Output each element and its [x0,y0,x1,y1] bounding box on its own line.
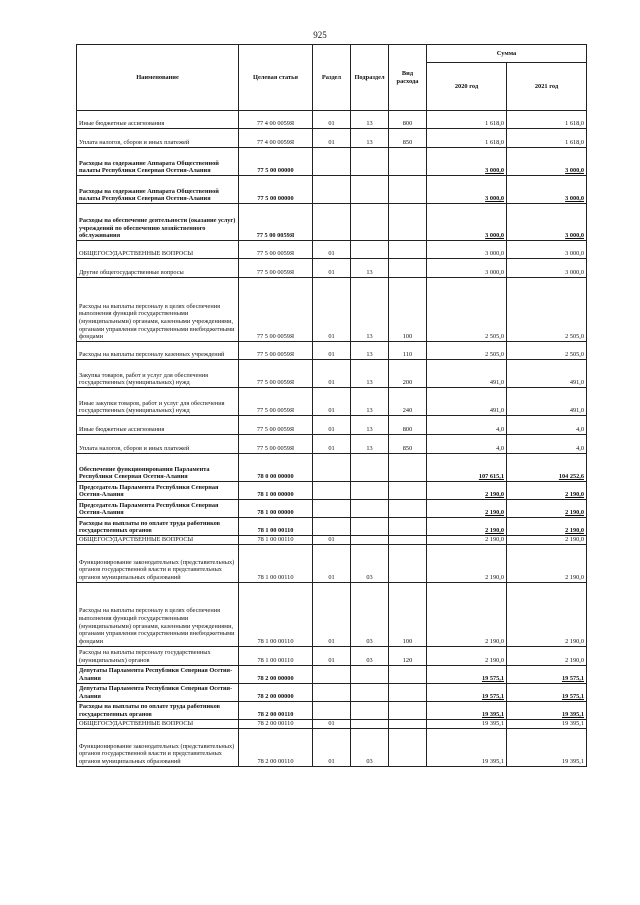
row-section [313,148,351,176]
row-amount-2020: 3 000,0 [427,259,507,278]
row-amount-2021: 2 190,0 [507,646,587,665]
row-expense-type [389,719,427,728]
row-name: Функционирование законодательных (представительных) органов государственной власти и представительных органов муниципальных образований [77,544,239,582]
row-amount-2020: 2 190,0 [427,582,507,646]
row-section: 01 [313,241,351,259]
row-name: ОБЩЕГОСУДАРСТВЕННЫЕ ВОПРОСЫ [77,536,239,545]
row-name: Уплата налогов, сборов и иных платежей [77,435,239,454]
row-section: 01 [313,719,351,728]
row-expense-type: 800 [389,111,427,129]
row-subsection [351,665,389,683]
row-subsection: 13 [351,129,389,148]
row-amount-2020: 2 190,0 [427,500,507,518]
row-target: 77 5 00 0059Я [239,388,313,416]
table-row [77,416,587,435]
table-row [77,176,587,204]
row-expense-type: 240 [389,388,427,416]
row-target: 78 2 00 00110 [239,719,313,728]
row-expense-type [389,259,427,278]
row-amount-2021: 4,0 [507,435,587,454]
row-expense-type [389,241,427,259]
row-target: 78 1 00 00110 [239,646,313,665]
col-header-section: Раздел [313,45,351,111]
row-amount-2021: 1 618,0 [507,111,587,129]
row-target: 78 2 00 00000 [239,665,313,683]
row-name: Расходы на выплаты персоналу казенных учреждений [77,342,239,360]
row-subsection [351,683,389,701]
row-expense-type [389,665,427,683]
row-amount-2020: 19 395,1 [427,701,507,719]
row-section: 01 [313,536,351,545]
col-header-expense-type: Вид расхода [389,45,427,111]
table-row [77,482,587,500]
row-subsection: 03 [351,544,389,582]
row-section [313,176,351,204]
row-subsection: 13 [351,388,389,416]
row-expense-type [389,176,427,204]
row-target: 77 5 00 0059Я [239,435,313,454]
row-subsection: 13 [351,435,389,454]
row-amount-2021: 2 190,0 [507,544,587,582]
row-name: Депутаты Парламента Республики Северная Осетия-Алания [77,665,239,683]
table-row [77,701,587,719]
table-row [77,435,587,454]
row-target: 78 1 00 00000 [239,500,313,518]
row-name: Функционирование законодательных (представительных) органов государственной власти и представительных органов муниципальных образований [77,728,239,766]
row-expense-type [389,518,427,536]
row-name: Иные бюджетные ассигнования [77,111,239,129]
row-section: 01 [313,342,351,360]
row-amount-2020: 2 505,0 [427,278,507,342]
row-subsection [351,176,389,204]
table-row [77,582,587,646]
table-row [77,360,587,388]
row-subsection [351,148,389,176]
row-subsection [351,454,389,482]
row-subsection [351,500,389,518]
table-row [77,241,587,259]
row-amount-2021: 3 000,0 [507,259,587,278]
row-amount-2020: 19 575,1 [427,683,507,701]
row-expense-type [389,683,427,701]
row-amount-2021: 491,0 [507,360,587,388]
row-section: 01 [313,111,351,129]
row-target: 78 0 00 00000 [239,454,313,482]
col-header-year-2020: 2020 год [427,63,507,111]
row-section: 01 [313,544,351,582]
table-row [77,518,587,536]
row-amount-2021: 19 395,1 [507,728,587,766]
row-target: 78 1 00 00000 [239,482,313,500]
row-subsection: 03 [351,728,389,766]
page-number: 925 [313,30,327,40]
row-name: Расходы на содержание Аппарата Общественной палаты Республики Северная Осетия-Алания [77,148,239,176]
row-amount-2020: 3 000,0 [427,148,507,176]
row-section: 01 [313,360,351,388]
row-name: Расходы на выплаты по оплате труда работников государственных органов [77,701,239,719]
row-amount-2021: 19 395,1 [507,719,587,728]
row-subsection [351,204,389,241]
row-expense-type: 850 [389,435,427,454]
table-row [77,129,587,148]
col-header-subsection: Подраздел [351,45,389,111]
row-name: Другие общегосударственные вопросы [77,259,239,278]
row-target: 77 5 00 0059Я [239,416,313,435]
row-expense-type [389,536,427,545]
row-amount-2020: 19 395,1 [427,719,507,728]
row-amount-2021: 1 618,0 [507,129,587,148]
row-amount-2020: 19 575,1 [427,665,507,683]
row-subsection: 13 [351,111,389,129]
row-section: 01 [313,582,351,646]
row-section [313,683,351,701]
row-amount-2020: 2 190,0 [427,536,507,545]
row-expense-type [389,701,427,719]
row-subsection [351,518,389,536]
row-subsection: 13 [351,342,389,360]
row-amount-2020: 2 505,0 [427,342,507,360]
row-amount-2020: 2 190,0 [427,544,507,582]
row-target: 77 5 00 0059Я [239,204,313,241]
row-amount-2021: 19 575,1 [507,665,587,683]
row-amount-2020: 491,0 [427,388,507,416]
row-name: Уплата налогов, сборов и иных платежей [77,129,239,148]
row-amount-2021: 3 000,0 [507,176,587,204]
row-name: Расходы на обеспечение деятельности (оказание услуг) учреждений по обеспечению хозяйственного обслуживания [77,204,239,241]
row-amount-2020: 1 618,0 [427,111,507,129]
row-amount-2021: 2 190,0 [507,536,587,545]
row-section: 01 [313,416,351,435]
row-amount-2021: 2 505,0 [507,278,587,342]
row-name: Расходы на выплаты персоналу в целях обеспечения выполнения функций государственными (муниципальными) органами, казенными учреждениями, органами управления государственными внебюджетными фондами [77,582,239,646]
row-name: ОБЩЕГОСУДАРСТВЕННЫЕ ВОПРОСЫ [77,241,239,259]
row-name: Иные бюджетные ассигнования [77,416,239,435]
row-amount-2020: 2 190,0 [427,518,507,536]
col-header-sum: Сумма [427,45,587,63]
row-name: Иные закупки товаров, работ и услуг для обеспечения государственных (муниципальных) нужд [77,388,239,416]
row-amount-2021: 19 575,1 [507,683,587,701]
row-expense-type: 800 [389,416,427,435]
row-subsection [351,241,389,259]
row-subsection [351,536,389,545]
row-target: 78 1 00 00110 [239,544,313,582]
row-expense-type: 200 [389,360,427,388]
row-target: 77 5 00 0059Я [239,241,313,259]
row-expense-type: 100 [389,278,427,342]
budget-table [76,44,587,767]
row-target: 78 1 00 00110 [239,518,313,536]
row-target: 78 2 00 00000 [239,683,313,701]
row-section: 01 [313,728,351,766]
row-name: ОБЩЕГОСУДАРСТВЕННЫЕ ВОПРОСЫ [77,719,239,728]
row-section: 01 [313,646,351,665]
table-row [77,454,587,482]
row-amount-2020: 4,0 [427,416,507,435]
row-amount-2021: 3 000,0 [507,241,587,259]
row-amount-2021: 2 190,0 [507,582,587,646]
table-row [77,646,587,665]
row-subsection: 03 [351,646,389,665]
row-amount-2021: 19 395,1 [507,701,587,719]
table-row [77,148,587,176]
row-subsection: 13 [351,259,389,278]
row-target: 77 5 00 0059Я [239,342,313,360]
row-section [313,665,351,683]
table-row [77,259,587,278]
row-expense-type: 100 [389,582,427,646]
row-section: 01 [313,435,351,454]
row-expense-type [389,728,427,766]
row-target: 77 4 00 0059Я [239,111,313,129]
row-target: 78 1 00 00110 [239,536,313,545]
row-name: Закупка товаров, работ и услуг для обеспечения государственных (муниципальных) нужд [77,360,239,388]
row-amount-2021: 491,0 [507,388,587,416]
row-amount-2021: 3 000,0 [507,204,587,241]
row-name: Расходы на выплаты персоналу государственных (муниципальных) органов [77,646,239,665]
row-amount-2020: 3 000,0 [427,204,507,241]
row-target: 77 4 00 0059Я [239,129,313,148]
row-section [313,204,351,241]
row-amount-2020: 2 190,0 [427,482,507,500]
row-subsection: 13 [351,278,389,342]
table-row [77,278,587,342]
table-row [77,665,587,683]
row-name: Председатель Парламента Республики Северная Осетия-Алания [77,482,239,500]
row-target: 78 2 00 00110 [239,701,313,719]
table-body [77,111,587,767]
row-subsection [351,719,389,728]
row-target: 77 5 00 00000 [239,148,313,176]
row-name: Расходы на содержание Аппарата Общественной палаты Республики Северная Осетия-Алания [77,176,239,204]
row-expense-type [389,454,427,482]
row-name: Расходы на выплаты персоналу в целях обеспечения выполнения функций государственными (муниципальными) органами, казенными учреждениями, органами управления государственными внебюджетными фондами [77,278,239,342]
row-amount-2021: 2 190,0 [507,482,587,500]
row-expense-type: 850 [389,129,427,148]
table-row [77,500,587,518]
row-section [313,701,351,719]
row-amount-2020: 19 395,1 [427,728,507,766]
table-row [77,544,587,582]
row-section [313,518,351,536]
row-name: Обеспечение функционирования Парламента Республики Северная Осетия-Алания [77,454,239,482]
row-amount-2021: 104 252,6 [507,454,587,482]
col-header-year-2021: 2021 год [507,63,587,111]
row-section: 01 [313,278,351,342]
row-section: 01 [313,388,351,416]
row-amount-2021: 3 000,0 [507,148,587,176]
row-amount-2020: 491,0 [427,360,507,388]
row-amount-2020: 3 000,0 [427,176,507,204]
row-section: 01 [313,129,351,148]
row-amount-2021: 2 505,0 [507,342,587,360]
row-amount-2020: 2 190,0 [427,646,507,665]
row-name: Депутаты Парламента Республики Северная Осетия-Алания [77,683,239,701]
row-expense-type [389,482,427,500]
col-header-name: Наименование [77,45,239,111]
row-target: 77 5 00 0059Я [239,278,313,342]
row-target: 77 5 00 0059Я [239,360,313,388]
row-amount-2020: 4,0 [427,435,507,454]
row-name: Председатель Парламента Республики Северная Осетия-Алания [77,500,239,518]
row-section: 01 [313,259,351,278]
row-subsection: 13 [351,416,389,435]
row-subsection: 03 [351,582,389,646]
row-name: Расходы на выплаты по оплате труда работников государственных органов [77,518,239,536]
row-subsection [351,701,389,719]
row-expense-type [389,204,427,241]
table-row [77,111,587,129]
table-row [77,204,587,241]
row-amount-2021: 2 190,0 [507,500,587,518]
row-subsection [351,482,389,500]
row-expense-type [389,544,427,582]
row-subsection: 13 [351,360,389,388]
row-target: 77 5 00 00000 [239,176,313,204]
table-row [77,719,587,728]
row-amount-2020: 107 615,1 [427,454,507,482]
row-target: 78 1 00 00110 [239,582,313,646]
row-section [313,482,351,500]
row-target: 77 5 00 0059Я [239,259,313,278]
col-header-target: Целевая статья [239,45,313,111]
table-row [77,683,587,701]
row-amount-2021: 2 190,0 [507,518,587,536]
row-expense-type [389,148,427,176]
row-expense-type [389,500,427,518]
row-amount-2020: 1 618,0 [427,129,507,148]
row-amount-2020: 3 000,0 [427,241,507,259]
row-section [313,454,351,482]
row-target: 78 2 00 00110 [239,728,313,766]
table-row [77,536,587,545]
row-amount-2021: 4,0 [507,416,587,435]
table-row [77,342,587,360]
row-section [313,500,351,518]
row-expense-type: 120 [389,646,427,665]
table-row [77,728,587,766]
table-row [77,388,587,416]
row-expense-type: 110 [389,342,427,360]
